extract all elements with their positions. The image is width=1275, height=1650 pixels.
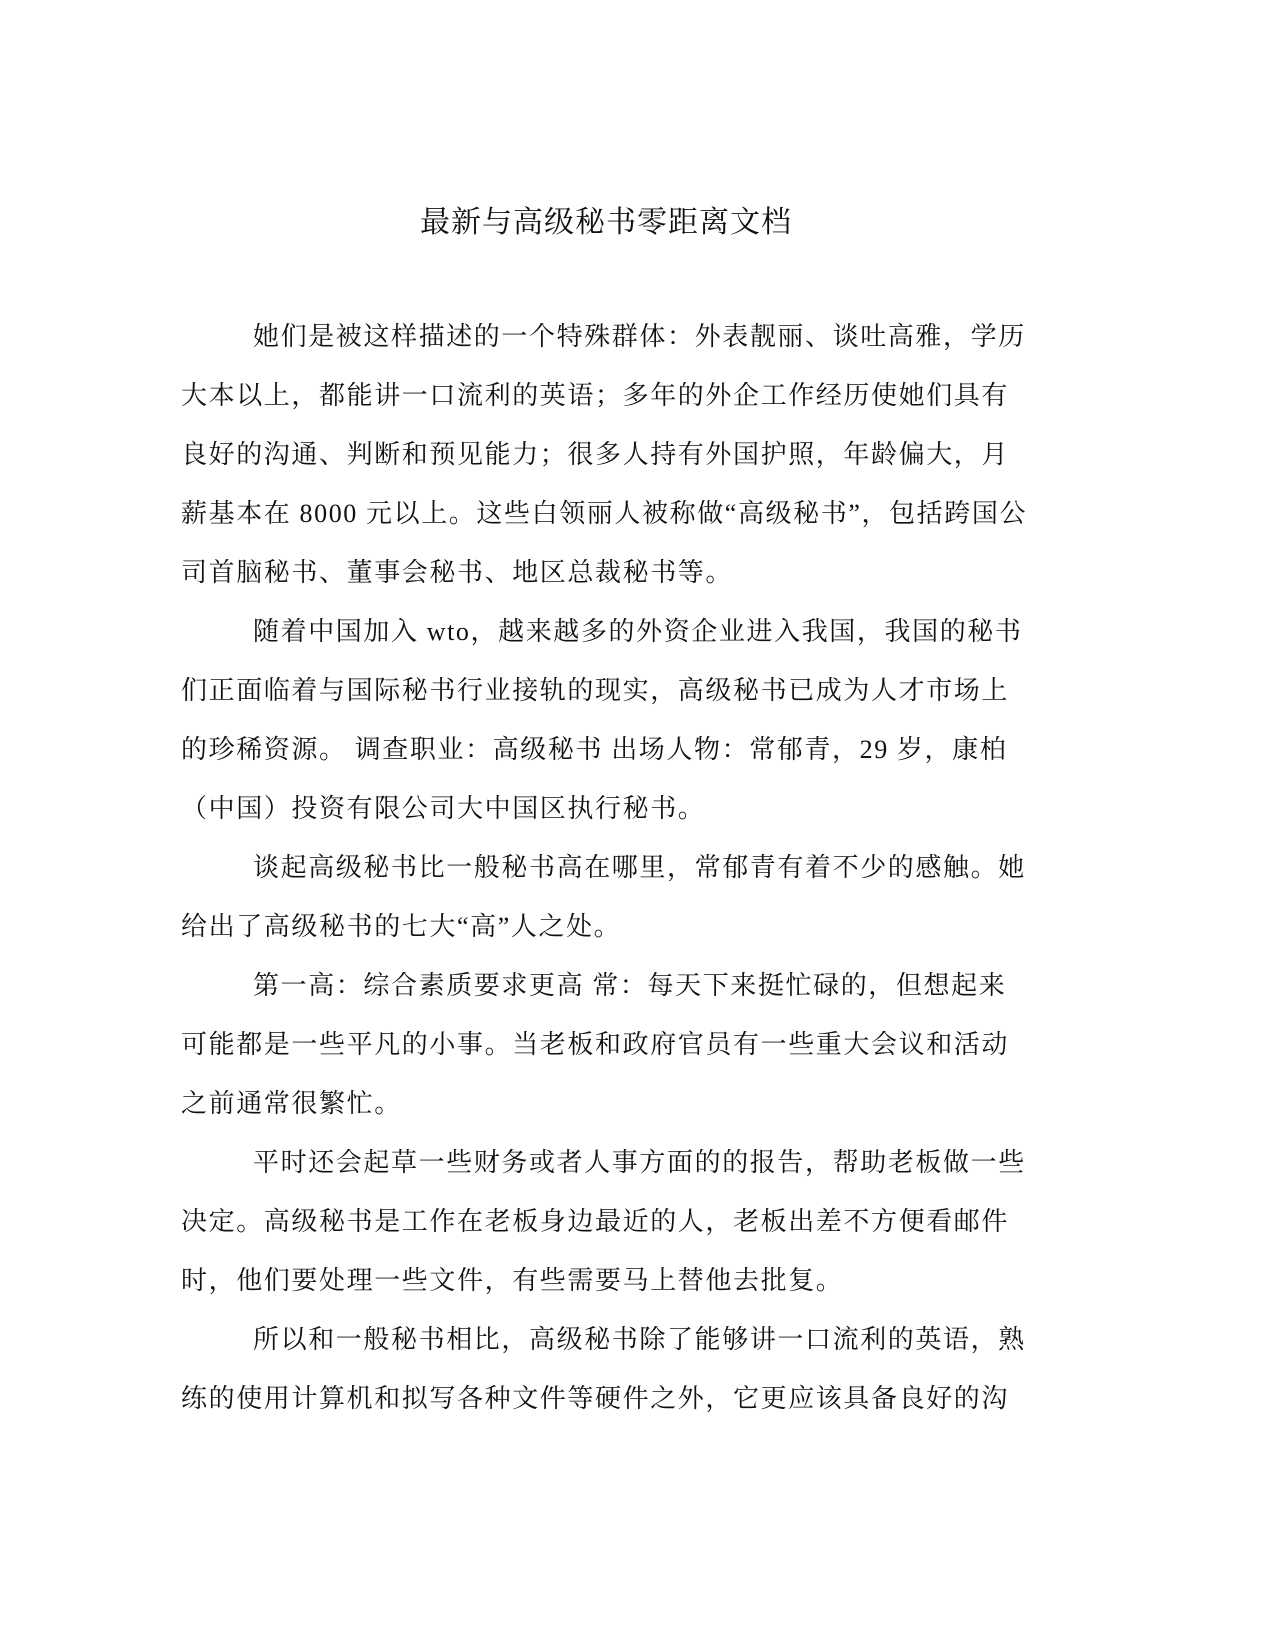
text-line: 第一高：综合素质要求更高 常：每天下来挺忙碌的，但想起来 bbox=[253, 971, 1007, 1000]
paragraph bbox=[181, 317, 1031, 612]
text-line: 良好的沟通、判断和预见能力；很多人持有外国护照，年龄偏大，月 bbox=[181, 440, 1010, 469]
document-body bbox=[181, 317, 1031, 1438]
text-line: 决定。高级秘书是工作在老板身边最近的人，老板出差不方便看邮件 bbox=[181, 1207, 1010, 1236]
text-line: 们正面临着与国际秘书行业接轨的现实，高级秘书已成为人才市场上 bbox=[181, 676, 1010, 705]
paragraph bbox=[181, 966, 1031, 1143]
text-line: 随着中国加入 wto，越来越多的外资企业进入我国，我国的秘书 bbox=[253, 617, 1023, 646]
text-line: 大本以上，都能讲一口流利的英语；多年的外企工作经历使她们具有 bbox=[181, 381, 1010, 410]
text-line: 的珍稀资源。 调查职业：高级秘书 出场人物：常郁青，29 岁，康柏 bbox=[181, 735, 1008, 764]
text-line: 平时还会起草一些财务或者人事方面的的报告，帮助老板做一些 bbox=[253, 1148, 1026, 1177]
text-line: 给出了高级秘书的七大“高”人之处。 bbox=[181, 912, 622, 941]
text-line: 司首脑秘书、董事会秘书、地区总裁秘书等。 bbox=[181, 558, 734, 587]
text-line: 薪基本在 8000 元以上。这些白领丽人被称做“高级秘书”，包括跨国公 bbox=[181, 499, 1028, 528]
text-line: 谈起高级秘书比一般秘书高在哪里，常郁青有着不少的感触。她 bbox=[253, 853, 1026, 882]
text-line: 练的使用计算机和拟写各种文件等硬件之外，它更应该具备良好的沟 bbox=[181, 1384, 1010, 1413]
paragraph bbox=[181, 1143, 1031, 1320]
text-line: 可能都是一些平凡的小事。当老板和政府官员有一些重大会议和活动 bbox=[181, 1030, 1010, 1059]
text-line: （中国）投资有限公司大中国区执行秘书。 bbox=[181, 794, 706, 823]
document-title: 最新与高级秘书零距离文档 bbox=[420, 205, 792, 240]
paragraph bbox=[181, 612, 1031, 848]
text-line: 时，他们要处理一些文件，有些需要马上替他去批复。 bbox=[181, 1266, 844, 1295]
paragraph bbox=[181, 1320, 1031, 1438]
text-line: 她们是被这样描述的一个特殊群体：外表靓丽、谈吐高雅，学历 bbox=[253, 322, 1026, 351]
paragraph bbox=[181, 848, 1031, 966]
text-line: 之前通常很繁忙。 bbox=[181, 1089, 402, 1118]
text-line: 所以和一般秘书相比，高级秘书除了能够讲一口流利的英语，熟 bbox=[253, 1325, 1026, 1354]
